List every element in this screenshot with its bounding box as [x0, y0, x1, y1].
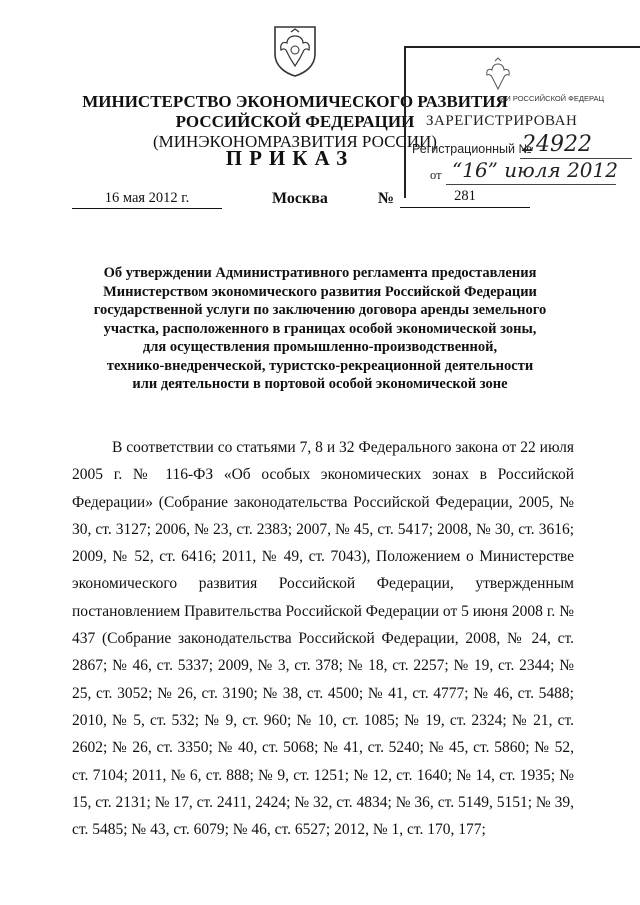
subject-line: государственной услуги по заключению договора аренды земельного	[93, 302, 547, 318]
subject-line: участка, расположенного в границах особой экономической зоны,	[103, 320, 537, 337]
stamp-from-label: от	[430, 168, 442, 182]
stamp-status: ЗАРЕГИСТРИРОВАН	[426, 113, 578, 129]
ministry-line-2: РОССИЙСКОЙ ФЕДЕРАЦИИ	[175, 112, 415, 131]
subject-line: технико-внедренческой, туристско-рекреационной деятельности	[106, 357, 534, 374]
order-city: Москва	[272, 190, 328, 207]
number-sign: №	[378, 190, 395, 207]
ministry-abbreviation: (МИНЭКОНОМРАЗВИТИЯ РОССИИ)	[153, 132, 437, 151]
subject-line: или деятельности в портовой особой экономической зоне	[132, 376, 508, 392]
subject-line: Министерством экономического развития Российской Федерации	[103, 283, 537, 300]
stamp-ministry-text: ИИ РОССИЙСКОЙ ФЕДЕРАЦ	[500, 94, 604, 103]
stamp-reg-date: “16” июля 2012	[452, 158, 618, 182]
document-type: ПРИКАЗ	[225, 146, 355, 170]
stamp-reg-label: Регистрационный №	[412, 142, 532, 156]
order-subject	[80, 264, 560, 394]
subject-line: для осуществления промышленно-производственной,	[142, 339, 498, 355]
stamp-emblem-icon	[480, 56, 516, 96]
coat-of-arms-icon	[272, 24, 318, 78]
body-paragraph: В соответствии со статьями 7, 8 и 32 Федерального закона от 22 июля 2005 г. № 116-ФЗ «Об особых экономических зонах в Российской Федерации» (Собрание законодательства Российской Федерации, 2005, № 30, ст. 3127; 2006, № 23, ст. 2383; 2007, № 45, ст. 5417; 2008, № 30, ст. 3616; 2009, № 52, ст. 6416; 2011, № 49, ст. 7043), Положением о Министерстве экономического развития Российской Федерации, утвержденным постановлением Правительства Российской Федерации от 5 июня 2008 г. № 437 (Собрание законодательства Российской Федерации, 2008, № 24, ст. 2867; № 46, ст. 5337; 2009, № 3, ст. 378; № 18, ст. 2257; № 19, ст. 2344; № 25, ст. 3052; № 26, ст. 3190; № 38, ст. 4500; № 41, ст. 4777; № 46, ст. 5488; 2010, № 5, ст. 532; № 9, ст. 960; № 10, ст. 1085; № 19, ст. 2324; № 21, ст. 2602; № 26, ст. 3350; № 40, ст. 5068; № 41, ст. 5240; № 45, ст. 5860; № 52, ст. 7104; 2011, № 6, ст. 888; № 9, ст. 1251; № 12, ст. 1640; № 14, ст. 1935; № 15, ст. 2131; № 17, ст. 2411, 2424; № 32, ст. 4834; № 36, ст. 5149, 5151; № 39, ст. 5485; № 43, ст. 6079; № 46, ст. 6527; 2012, № 1, ст. 170, 177;	[72, 439, 574, 839]
order-date: 16 мая 2012 г.	[72, 190, 222, 209]
stamp-reg-number: 24922	[522, 132, 592, 157]
stamp-date-underline	[446, 184, 616, 185]
order-number: 281	[400, 188, 530, 208]
subject-line: Об утверждении Административного регламента предоставления	[103, 265, 537, 281]
ministry-line-1: МИНИСТЕРСТВО ЭКОНОМИЧЕСКОГО РАЗВИТИЯ	[82, 92, 508, 111]
